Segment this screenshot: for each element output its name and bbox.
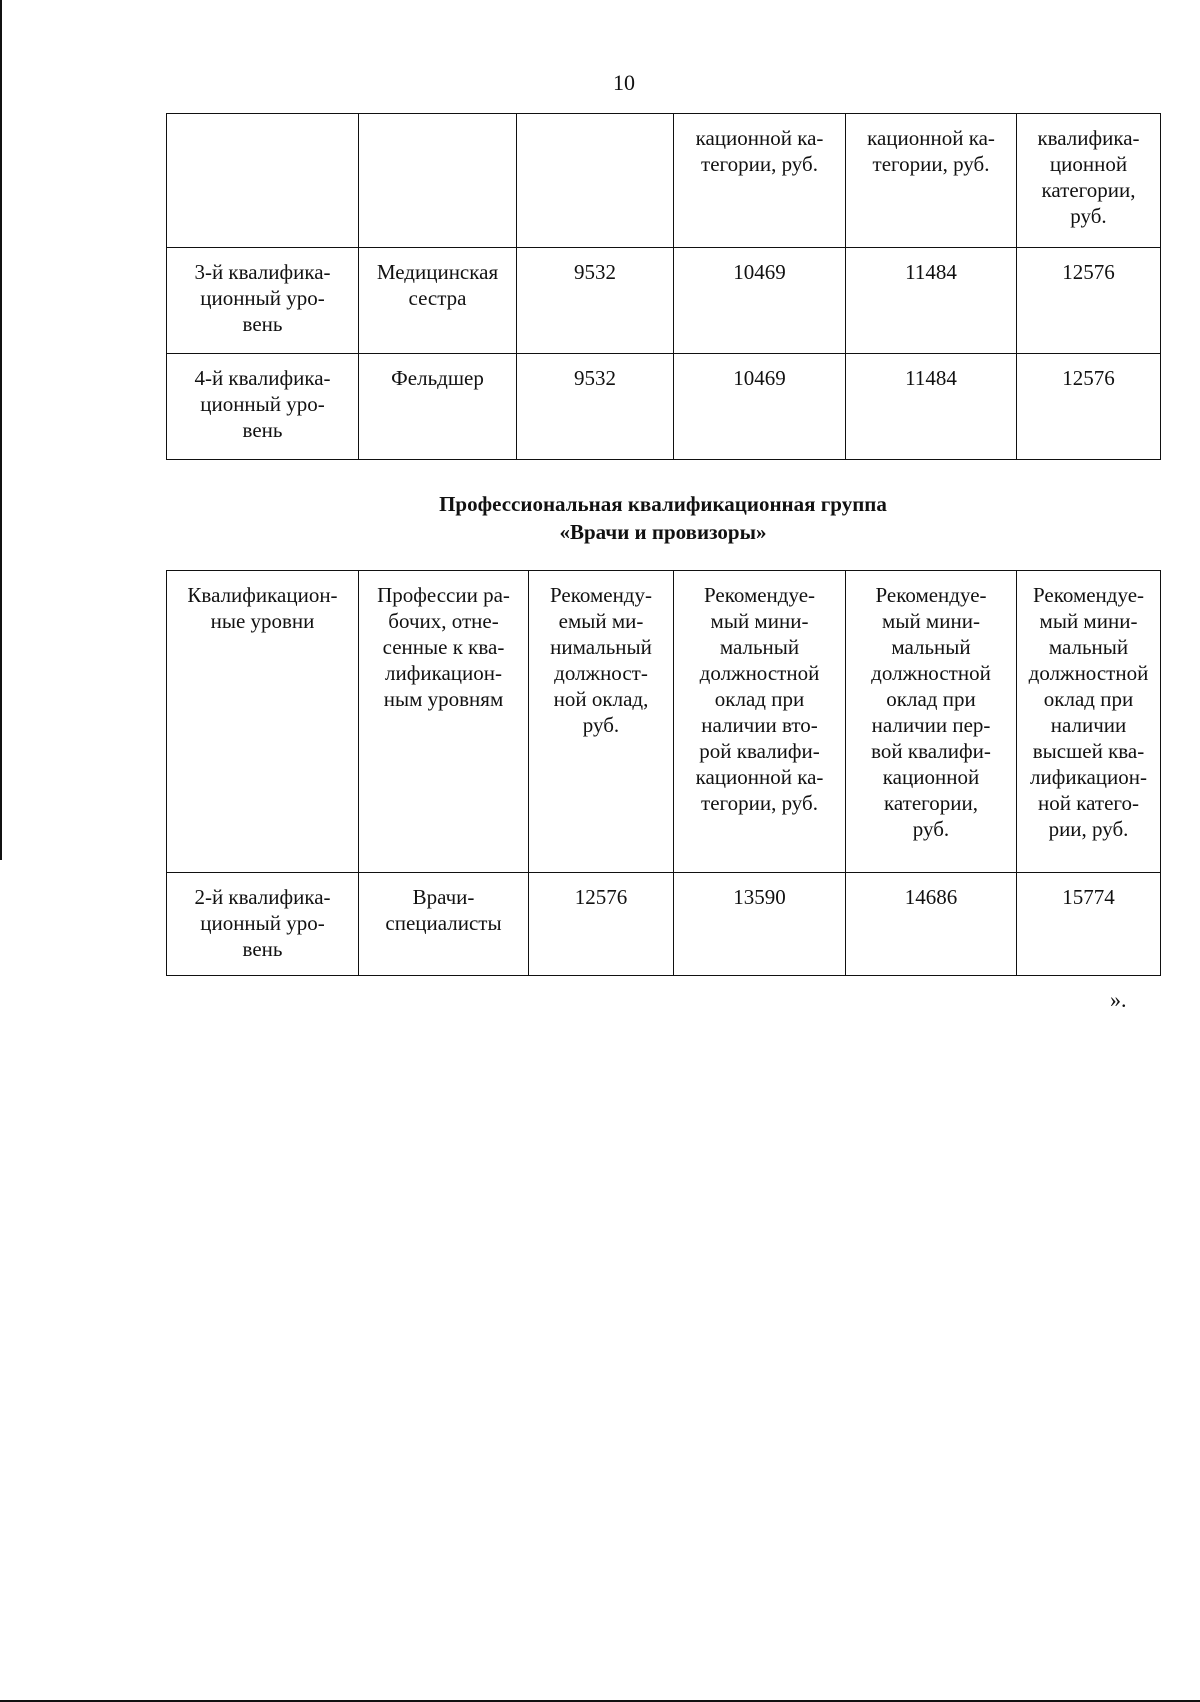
header-cell: Рекоменду- емый ми- нимальный должност- ной оклад, руб.: [529, 571, 674, 873]
closing-quote-mark: ».: [1110, 987, 1127, 1012]
page-number: 10: [613, 70, 635, 95]
table-header-row: [167, 571, 1161, 873]
section-title-line2: «Врачи и провизоры»: [559, 520, 767, 544]
header-cell: [167, 114, 359, 248]
header-cell: кационной ка- тегории, руб.: [846, 114, 1017, 248]
profession-cell: Врачи- специалисты: [359, 873, 529, 976]
salary-cell: 9532: [517, 248, 674, 354]
salary-cell: 14686: [846, 873, 1017, 976]
profession-cell: Медицинская сестра: [359, 248, 517, 354]
qualification-level-cell: 4-й квалифика- ционный уро- вень: [167, 354, 359, 460]
salary-cell: 10469: [674, 354, 846, 460]
header-cell: Рекомендуе- мый мини- мальный должностной оклад при наличии пер- вой квалифи- кационной категории, руб.: [846, 571, 1017, 873]
table-row: [167, 873, 1161, 976]
qualification-level-cell: 3-й квалифика- ционный уро- вень: [167, 248, 359, 354]
section-title-line1: Профессиональная квалификационная группа: [439, 492, 887, 516]
header-cell: Рекомендуе- мый мини- мальный должностной оклад при наличии вто- рой квалифи- кационной ка- тегории, руб.: [674, 571, 846, 873]
section-title: [166, 490, 1160, 546]
salary-cell: 9532: [517, 354, 674, 460]
salary-cell: 13590: [674, 873, 846, 976]
table-row: [167, 248, 1161, 354]
salary-cell: 11484: [846, 248, 1017, 354]
header-cell: Рекомендуе- мый мини- мальный должностной оклад при наличии высшей ква- лификацион- ной катего- рии, руб.: [1017, 571, 1161, 873]
table-header-row: [167, 114, 1161, 248]
scan-edge-left: [0, 0, 2, 860]
qualification-level-cell: 2-й квалифика- ционный уро- вень: [167, 873, 359, 976]
salary-cell: 10469: [674, 248, 846, 354]
header-cell: [517, 114, 674, 248]
salary-cell: 15774: [1017, 873, 1161, 976]
salary-cell: 12576: [1017, 248, 1161, 354]
profession-cell: Фельдшер: [359, 354, 517, 460]
header-cell: [359, 114, 517, 248]
doctors-salary-table: [166, 570, 1161, 976]
header-cell: кационной ка- тегории, руб.: [674, 114, 846, 248]
header-cell: Квалификацион- ные уровни: [167, 571, 359, 873]
table-row: [167, 354, 1161, 460]
salary-cell: 11484: [846, 354, 1017, 460]
salary-table-continued: [166, 113, 1161, 460]
salary-cell: 12576: [529, 873, 674, 976]
salary-cell: 12576: [1017, 354, 1161, 460]
header-cell: квалифика- ционной категории, руб.: [1017, 114, 1161, 248]
header-cell: Профессии ра- бочих, отне- сенные к ква- лификацион- ным уровням: [359, 571, 529, 873]
